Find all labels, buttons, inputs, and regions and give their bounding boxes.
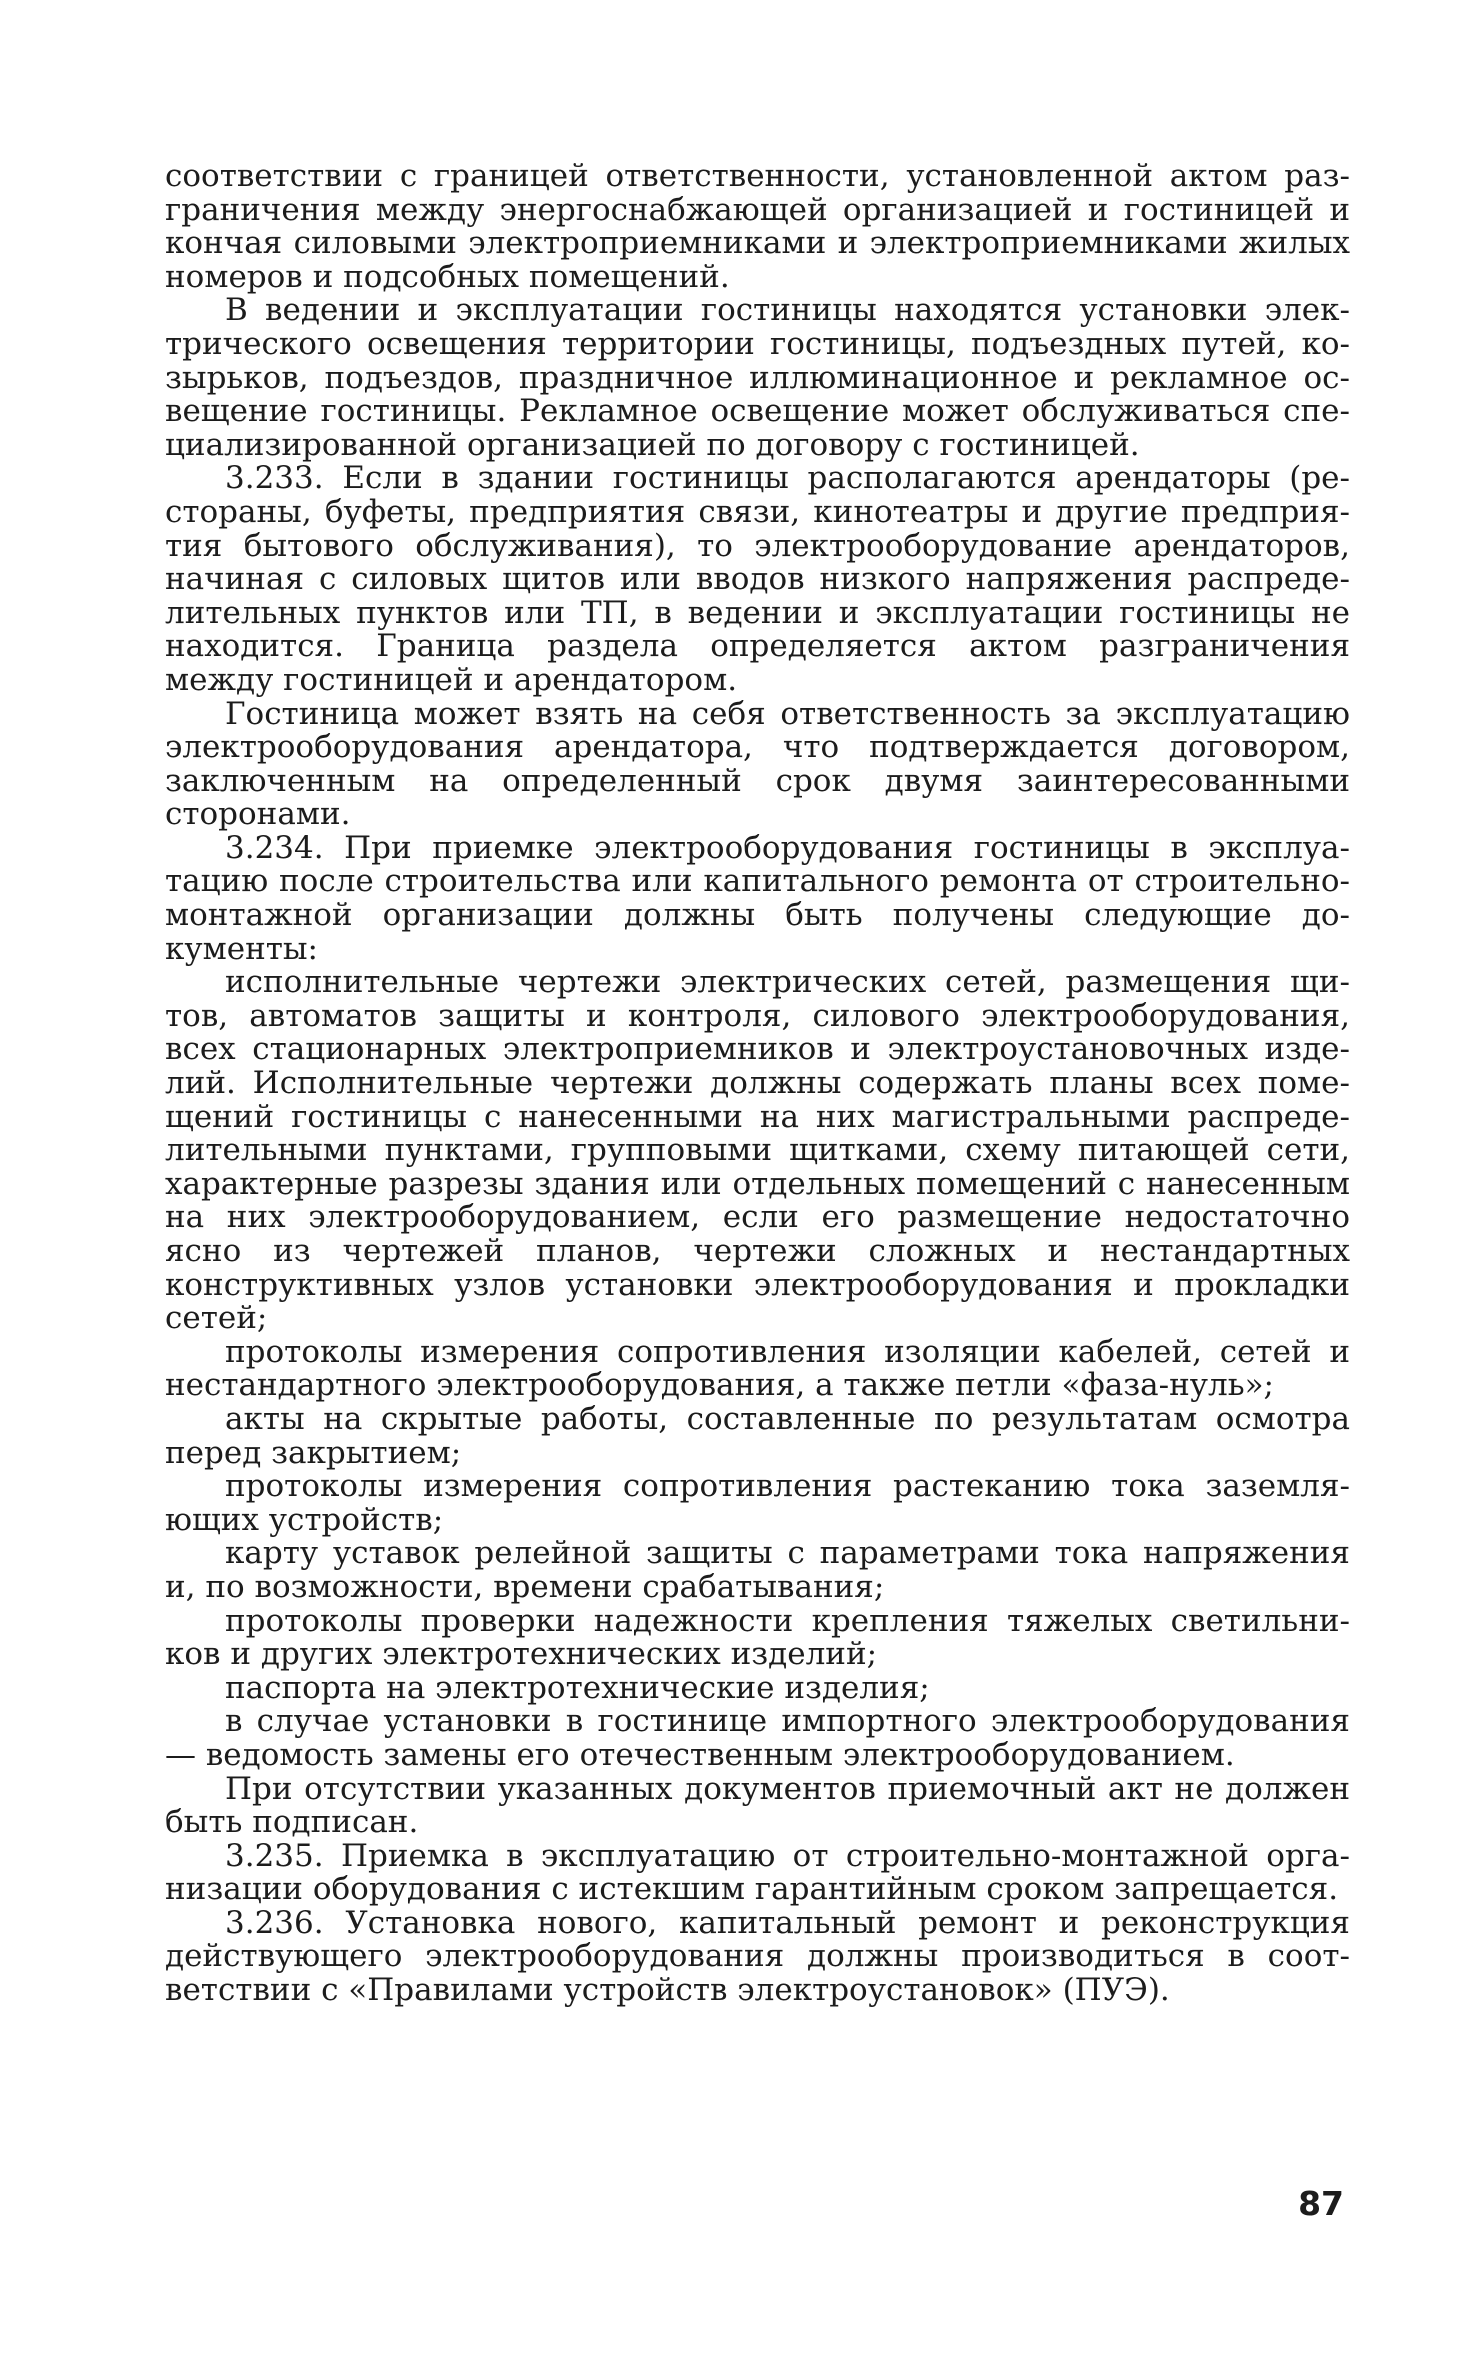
- paragraph-lighting: В ведении и эксплуатации гостиницы находятся установки электрического освещения территории гостиницы, подъездных путей, козырьков, подъездов, праздничное иллюминационное и рекламное освещение гостиницы. Рекламное освещение может обслуживаться специализированной организацией по договору с гостиницей.: [165, 292, 1350, 463]
- list-item-insulation-protocols: протоколы измерения сопротивления изоляции кабелей, сетей и нестандартного электрооборудования, а также петли «фаза-нуль»;: [165, 1333, 1350, 1404]
- list-item-import-replacement: в случае установки в гостинице импортного электрооборудования — ведомость замены его отечественным электрооборудованием.: [165, 1703, 1350, 1773]
- paragraph-3-234: 3.234. При приемке электрооборудования гостиницы в эксплуатацию после строительства или капитального ремонта от строительно-монтажной организации должны быть получены следующие документы:: [165, 829, 1350, 967]
- page-body: [165, 160, 1350, 2008]
- paragraph-3-233: 3.233. Если в здании гостиницы располагаются арендаторы (рестораны, буфеты, предприятия связи, кинотеатры и другие предприятия бытового обслуживания), то электрооборудование арендаторов, начиная с силовых щитов или вводов низкого напряжения распределительных пунктов или ТП, в ведении и эксплуатации гостиницы не находится. Граница раздела определяется актом разграничения между гостиницей и арендатором.: [165, 460, 1350, 698]
- list-item-grounding-protocols: протоколы измерения сопротивления растеканию тока заземляющих устройств;: [165, 1468, 1350, 1538]
- list-item-passports: паспорта на электротехнические изделия;: [225, 1669, 930, 1706]
- list-item-drawings: исполнительные чертежи электрических сетей, размещения щитов, автоматов защиты и контроля, силового электрооборудования, всех стационарных электроприемников и электроустановочных изделий. Исполнительные чертежи должны содержать планы всех помещений гостиницы с нанесенными на них магистральными распределительными пунктами, групповыми щитками, схему питающей сети, характерные разрезы здания или отдельных помещений с нанесенным на них электрооборудованием, если его размещение недостаточно ясно из чертежей планов, чертежи сложных и нестандартных конструктивных узлов установки электрооборудования и прокладки сетей;: [165, 964, 1350, 1337]
- list-item-hidden-works: акты на скрытые работы, составленные по результатам осмотра перед закрытием;: [165, 1400, 1350, 1471]
- list-item-relay-settings: карту уставок релейной защиты с параметрами тока напряжения и, по возможности, времени срабатывания;: [165, 1535, 1350, 1605]
- paragraph-3-236: 3.236. Установка нового, капитальный ремонт и реконструкция действующего электрооборудования должны производиться в соответствии с «Правилами устройств электроустановок» (ПУЭ).: [165, 1904, 1350, 2009]
- paragraph-act-not-signed: При отсутствии указанных документов приемочный акт не должен быть подписан.: [165, 1770, 1350, 1841]
- paragraph-3-235: 3.235. Приемка в эксплуатацию от строительно-монтажной организации оборудования с истекшим гарантийным сроком запрещается.: [165, 1837, 1350, 1908]
- list-item-mounting-protocols: протоколы проверки надежности крепления тяжелых светильников и других электротехнических изделий;: [165, 1602, 1350, 1673]
- paragraph-continuation: соответствии с границей ответственности, установленной актом разграничения между энергоснабжающей организацией и гостиницей и кончая силовыми электроприемниками и электроприемниками жилых номеров и подсобных помещений.: [165, 158, 1350, 295]
- paragraph-tenant-responsibility: Гостиница может взять на себя ответственность за эксплуатацию электрооборудования арендатора, что подтверждается договором, заключенным на определенный срок двумя заинтересованными сторонами.: [165, 695, 1350, 833]
- page-number: 87: [1298, 2184, 1344, 2223]
